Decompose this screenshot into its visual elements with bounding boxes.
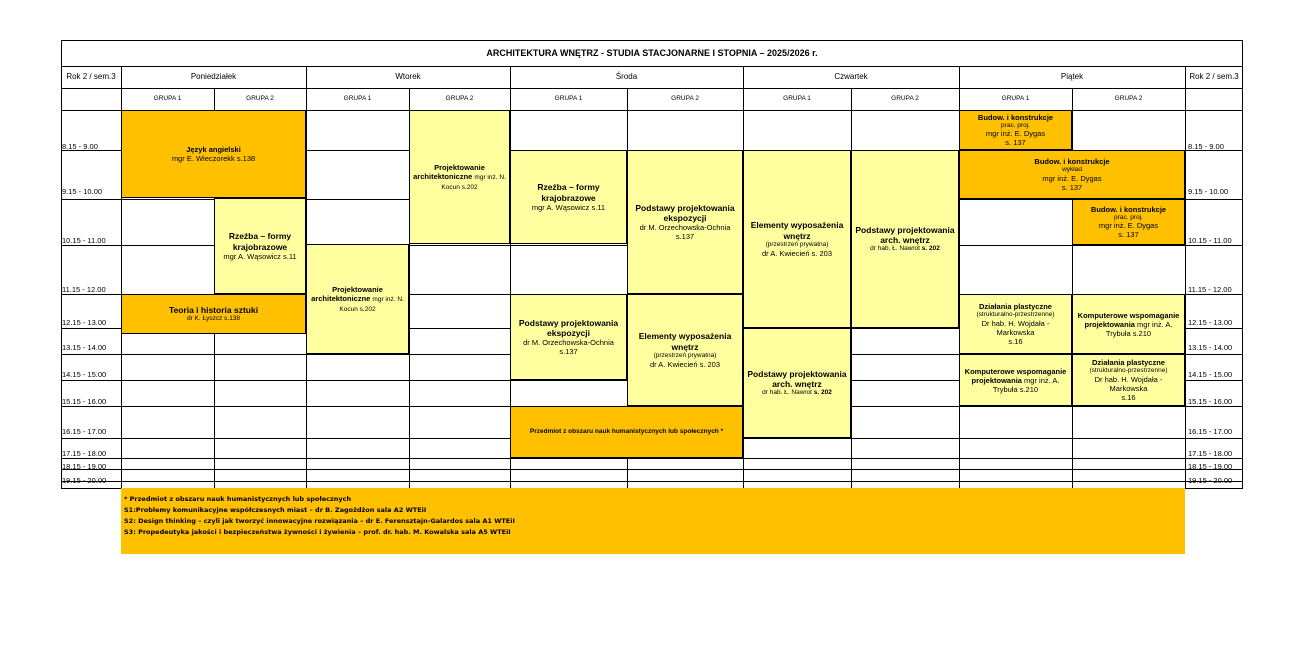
class-block	[959, 294, 1072, 354]
group-header: GRUPA 1	[153, 95, 182, 103]
grid-line	[61, 40, 62, 488]
time-label: 13.15 - 14.00	[1188, 343, 1233, 352]
time-label: 11.15 - 12.00	[62, 285, 106, 294]
corner-label-left: Rok 2 / sem.3	[66, 72, 116, 82]
timetable	[61, 40, 1243, 554]
class-teacher: dr M. Orzechowska-Ochnia s.137	[639, 223, 731, 242]
class-name: Rzeźba – formy krajobrazowe	[537, 182, 600, 203]
group-header: GRUPA 1	[1001, 95, 1030, 103]
class-teacher: Dr hab. H. Wojdała - Markowska	[981, 318, 1050, 337]
class-teacher: mgr A. Wąsowicz s.11	[223, 251, 297, 261]
class-block	[306, 244, 409, 354]
class-name: Komputerowe wspomaganie	[964, 366, 1067, 376]
grid-line	[61, 481, 1243, 482]
time-label: 15.15 - 16.00	[1188, 397, 1233, 406]
class-room: s.16	[1121, 392, 1136, 402]
class-teacher-room	[762, 389, 832, 397]
class-name: Podstawy projektowania ekspozycji	[635, 202, 735, 223]
time-label: 15.15 - 16.00	[62, 397, 107, 406]
class-block	[510, 406, 743, 458]
class-desc	[309, 294, 406, 314]
class-block	[1072, 199, 1185, 245]
time-label: 19.15 - 20.00	[62, 476, 107, 485]
class-teacher: mgr inż. N. Kocun s.202	[441, 173, 506, 191]
day-wednesday: Środa	[615, 72, 638, 82]
footnote: * Przedmiot z obszaru nauk humanistycznych lub społecznych	[124, 495, 352, 503]
class-teacher: mgr inż. E. Dygas	[985, 129, 1046, 139]
class-name: Projektowanie	[332, 284, 383, 294]
class-teacher: mgr inż. A. Trybuła s.210	[992, 375, 1060, 394]
class-teacher: mgr inż. A. Trybuła s.210	[1105, 319, 1173, 338]
class-name-2: architektoniczne	[311, 293, 371, 303]
class-teacher: mgr E. Wieczorekk s.138	[171, 154, 256, 163]
class-name: Działania plastyczne	[1092, 358, 1165, 368]
class-name: Rzeźba – formy krajobrazowe	[228, 231, 292, 252]
class-name: Projektowanie	[434, 162, 485, 172]
class-name-2: projektowania	[971, 375, 1022, 385]
footnote: S1:Problemy komunikacyjne współczesnych miast – dr B. Zagożdżon sala A2 WTEiI	[124, 506, 427, 515]
time-label: 8.15 - 9.00	[1188, 142, 1224, 151]
class-teacher-room	[870, 245, 940, 253]
class-block	[743, 150, 851, 328]
class-name: Podstawy projektowania arch. wnętrz	[747, 368, 847, 390]
class-block	[121, 294, 306, 334]
time-label: 19.15 - 20.00	[1188, 476, 1233, 485]
class-desc	[962, 376, 1069, 394]
grid-line	[1185, 66, 1186, 488]
time-label: 9.15 - 10.00	[1188, 187, 1229, 196]
class-room: s. 137	[1118, 230, 1139, 240]
time-label: 10.15 - 11.00	[62, 236, 106, 245]
class-teacher: dr A. Kwiecień s. 203	[761, 248, 833, 258]
class-teacher: mgr inż. N. Kocun s.202	[339, 295, 404, 313]
class-desc	[1075, 320, 1182, 338]
class-teacher: dr A. Kwiecień s. 203	[649, 359, 721, 369]
class-name: Budow. i konstrukcje	[1090, 204, 1167, 214]
class-note: (przestrzeń prywatna)	[653, 351, 717, 359]
time-label: 10.15 - 11.00	[1188, 236, 1232, 245]
footnote: S2: Design thinking – czyli jak tworzyć innowacyjne rozwiązania – dr E. Ferensztajn-Galardos sala A1 WTEiI	[124, 517, 515, 526]
class-teacher: dr hab. Ł. Nawrot	[762, 389, 812, 397]
time-label: 12.15 - 13.00	[1188, 318, 1233, 327]
class-block	[1072, 294, 1185, 354]
grid-line	[61, 458, 1243, 459]
group-header: GRUPA 2	[1114, 95, 1143, 103]
class-teacher: dr K. Łyszcz s.138	[186, 315, 241, 323]
group-header: GRUPA 1	[343, 95, 372, 103]
class-room: s. 137	[1061, 182, 1083, 192]
time-label: 17.15 - 18.00	[62, 449, 107, 458]
grid-line	[1072, 88, 1073, 488]
time-label: 14.15 - 15.00	[62, 370, 107, 379]
class-name: Działania plastyczne	[979, 302, 1052, 312]
time-label: 11.15 - 12.00	[1188, 285, 1232, 294]
class-note: (przestrzeń prywatna)	[765, 240, 829, 248]
class-teacher: mgr A. Wąsowicz s.11	[531, 202, 606, 212]
class-block	[510, 150, 627, 244]
class-block	[627, 294, 743, 406]
class-type: wykład	[1062, 166, 1082, 174]
time-label: 16.15 - 17.00	[1188, 427, 1233, 436]
class-teacher: mgr inż. E. Dygas	[1042, 173, 1102, 183]
group-header: GRUPA 2	[671, 95, 699, 103]
class-type: prac. proj.	[1001, 121, 1030, 129]
class-name: Budow. i konstrukcje	[977, 112, 1054, 122]
class-block	[510, 294, 627, 380]
class-desc	[412, 172, 507, 192]
day-monday: Poniedziałek	[190, 72, 237, 82]
day-tuesday: Wtorek	[395, 72, 421, 82]
class-name: Komputerowe wspomaganie	[1077, 310, 1180, 320]
grid-line	[1242, 40, 1243, 488]
class-room: s. 137	[1005, 138, 1026, 148]
class-name: Teoria i historia sztuki	[168, 305, 259, 315]
class-block	[121, 110, 306, 198]
class-name: Przedmiot z obszaru nauk humanistycznych lub społecznych *	[529, 428, 724, 436]
time-label: 18.15 - 19.00	[62, 462, 107, 471]
grid-line	[61, 469, 1243, 470]
class-block	[743, 328, 851, 438]
day-thursday: Czwartek	[834, 72, 868, 82]
class-name: Podstawy projektowania arch. wnętrz	[855, 224, 955, 246]
group-header: GRUPA 2	[445, 95, 474, 103]
class-block	[627, 150, 743, 294]
time-label: 13.15 - 14.00	[62, 343, 107, 352]
class-block	[959, 150, 1185, 199]
class-room: s.16	[1008, 336, 1023, 346]
group-header: GRUPA 2	[891, 95, 919, 103]
footnote: S3: Propedeutyka jakości i bezpieczeństwa żywności i żywienia – prof. dr. hab. M. Kowalska sala A5 WTEiI	[124, 528, 511, 537]
class-block	[851, 150, 959, 328]
class-block	[1072, 354, 1185, 406]
class-block	[959, 354, 1072, 406]
class-teacher: Dr hab. H. Wojdała - Markowska	[1094, 374, 1163, 393]
class-name: Elementy wyposażenia wnętrz	[750, 220, 844, 241]
class-name-2: projektowania	[1084, 319, 1135, 329]
timetable-title: ARCHITEKTURA WNĘTRZ - STUDIA STACJONARNE I STOPNIA – 2025/2026 r.	[486, 47, 818, 58]
time-label: 18.15 - 19.00	[1188, 462, 1233, 471]
time-label: 12.15 - 13.00	[62, 318, 107, 327]
class-block	[409, 110, 510, 244]
class-block	[959, 110, 1072, 150]
class-room: s. 202	[813, 389, 832, 397]
group-header: GRUPA 1	[783, 95, 811, 103]
class-teacher: mgr inż. E. Dygas	[1098, 221, 1159, 231]
class-type: prac. proj.	[1114, 213, 1143, 221]
time-label: 17.15 - 18.00	[1188, 449, 1233, 458]
class-name: Budow. i konstrukcje	[1034, 157, 1110, 167]
footnotes-box	[121, 488, 1185, 554]
corner-label-right: Rok 2 / sem.3	[1189, 72, 1239, 82]
time-label: 14.15 - 15.00	[1188, 370, 1233, 379]
class-block	[214, 198, 306, 294]
class-room: s. 202	[921, 245, 940, 253]
class-name-2: architektoniczne	[413, 171, 473, 181]
time-label: 9.15 - 10.00	[62, 187, 103, 196]
day-friday: Piątek	[1060, 72, 1084, 82]
class-name: Elementy wyposażenia wnętrz	[638, 331, 732, 352]
group-header: GRUPA 1	[554, 95, 583, 103]
class-name: Język angielski	[186, 145, 241, 154]
time-label: 8.15 - 9.00	[62, 142, 98, 151]
time-label: 16.15 - 17.00	[62, 427, 107, 436]
group-header: GRUPA 2	[246, 95, 274, 103]
class-note: (strukturalno-przestrzenne)	[976, 311, 1055, 319]
class-teacher: dr M. Orzechowska-Ochnia s.137	[523, 338, 614, 357]
class-note: (strukturalno-przestrzenne)	[1089, 367, 1168, 375]
class-name: Podstawy projektowania ekspozycji	[518, 317, 619, 338]
class-teacher: dr hab. Ł. Nawrot	[870, 245, 920, 253]
